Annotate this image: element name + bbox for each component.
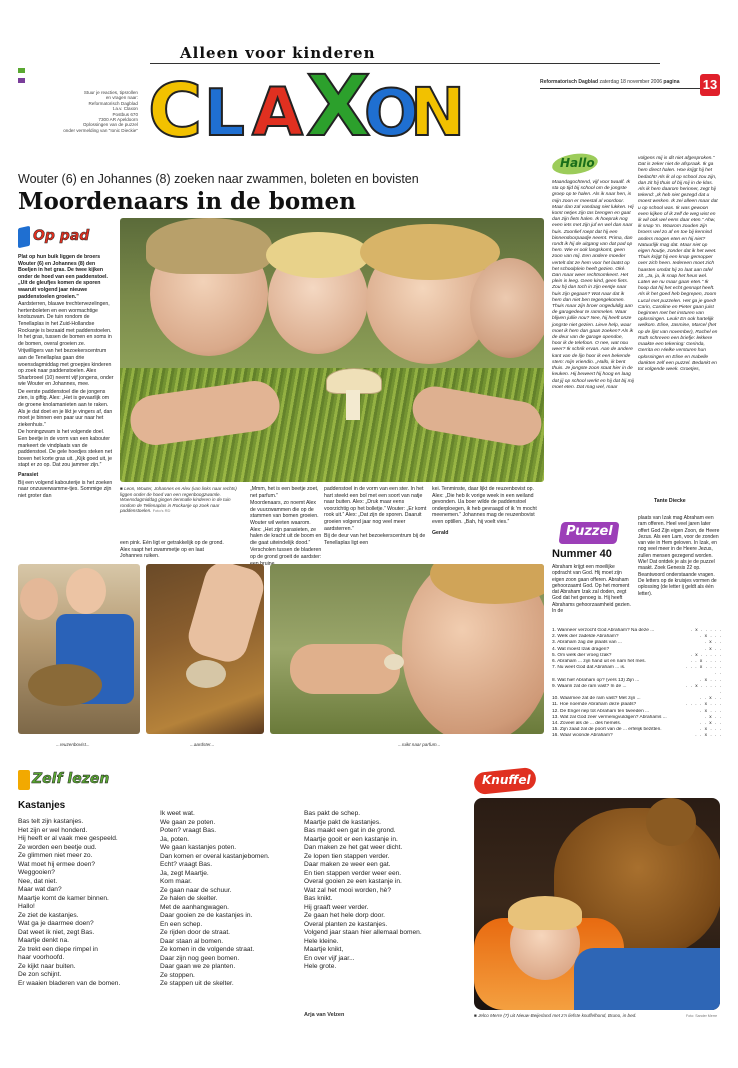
story-line: Ze gaan naar de schuur. [160, 886, 232, 894]
article-headline: Moordenaars in de bomen [18, 188, 356, 215]
photo-reuzenbovist [18, 564, 140, 734]
story-line: haar voorhoofd. [18, 954, 65, 961]
claxon-logo [148, 57, 468, 155]
story-line: Ze ziet de kastanjes. [18, 911, 79, 919]
issue-date: zaterdag 18 november 2006 [599, 79, 663, 85]
article-col-4 [324, 486, 428, 547]
story-line: Er waaien bladeren van de bomen. [18, 979, 121, 987]
boy-face-4 [470, 258, 544, 358]
story-line: Maartje knikt, [304, 946, 344, 953]
page-header-info [540, 79, 700, 85]
story-line: En over vijf jaar... [304, 954, 355, 962]
article-subheading: Parasiet [18, 472, 39, 478]
kastanjes-title: Kastanjes [18, 800, 66, 811]
story-line: Ik weet wat. [160, 810, 195, 817]
small-caption-3: ...ruikt naar parfum... [398, 742, 441, 747]
story-line: Dat weet ik niet, zegt Bas. [18, 928, 95, 936]
story-line: Overal gooien ze een kastanje in. [304, 878, 402, 885]
story-line: De zon schijnt. [18, 971, 62, 978]
story-line: Ze lopen tien stappen verder. [304, 852, 390, 860]
puzzel-question-row: 15. Zijn zaad zal de poort van de ... erfelijk bezitten. . x . . . [552, 727, 722, 733]
puzzel-question-row: 7. Nu weet God dat Abraham ... is. . . . x . . . . . . [552, 665, 722, 677]
story-line: Poten? vraagt Bas. [160, 827, 217, 834]
reuzenbovist-ball [28, 664, 102, 706]
story-line: En tien stappen verder weer een. [304, 869, 402, 877]
caption-marker-icon: ■ [474, 1013, 479, 1018]
story-line: Wat moet hij ermee doen? [18, 860, 96, 868]
story-line: We gaan kastanjes poten. [160, 844, 237, 851]
story-line: Hij graaft weer verder. [304, 903, 369, 911]
main-photo-caption [120, 486, 244, 514]
article-paragraph: kei. Tenminste, daar lijkt de reuzenbovist op. Alex: „Die heb ik vorige week in een weiland gevonden. Ua boer wilde de paddenstoel onderploegen, ik heb gevraagd of ik 'm mocht meenemen.” Johannes mag de reuzenbovist even optillen. „Bah, hij voelt vies.” [432, 486, 537, 525]
puzzel-intro-left: Abraham krijgt een moeilijke opdracht van God. Hij moet zijn eigen zoon gaan offeren. Abraham gehoorzaamt God. Op het moment dat Abraham Izak zal doden, zegt God dat het genoeg is. Hij heeft Abrahams gehoorzaamheid gezien. In de [552, 564, 631, 615]
story-col-2 [160, 810, 300, 989]
aardster-mushroom [186, 660, 226, 688]
puzzel-question-row: 11. Hoe noemde Abraham deze plaats? . . . . x . . . [552, 702, 722, 708]
puzzel-question-row: 4. Wat moest Izak dragen? . x . . [552, 646, 722, 652]
knuffel-credit: Foto: Sander Merre [686, 1014, 718, 1018]
article-intro: Plat op hun buik liggen de broers Wouter (6) en Johannes (8) den Boeljen in het gras. De twee kijken onder de hoed van een paddenstoel. „Uit de gleufjes komen de sporen waaruit volgend jaar nieuwe paddenstoelen groeien.” [18, 254, 108, 300]
story-line: Ja, poten. [160, 835, 189, 843]
logo-letter-c: C [148, 68, 203, 154]
hallo-col-1: Maandagochtend, vijf voor twaalf. Ik sta op tijd bij school om de jongste groep op te halen. Als ik naar hen, is mijn zoon er meestal al voordoor. Maar dan zal vandaag niet lukken. Hij komt netjes zijn tas brengen en gaat dan zijn fiets halen. Ik hoeprak nog even iets met zijn juf en wel dan naar huis. Zoonlief roept dat hij een binnendoorpaadje neemt. Prima, dan rondt ik hij de uitgang van dat pad op hem. Wie er ook langskomt, geen zoon van mij. Een andere moeder vertelt dat ze hem voor het laatst op het schoolplein heeft gezien. Oké. Dan maar weer rechtsomkeert. Het plein is leeg. Geen kind, geen fiets. Zou hij dan toch in zijn eentje naar huis zijn gegaan? Wat naar dat ik hem dan niet ben tegengekomen. Thuis maar zijn broer ongeduldig aan de garagedeur te rammelen. Waar blijven jullie nou? Nee, hij heeft onze jongste niet gezien. Lieve help, waar moet ik hem dan gaan zoeken? Als ik de deur van de garage opendoe, hoor ik de telefoon. O nee, wat nou weer? Ik schrik ervan. Aan de andere kant van de lijn hoor ik een bekende stem: mijn vriendin. „Hallo, ik bent thuis. Je jongste zoon staat hier in de keuken. Hij beweert hij hoog en laag dat jij op school werkt en hij dat bij mij moet eten. Dat mag wel, maar [552, 180, 634, 390]
story-col-1 [18, 818, 158, 988]
photo-parfum [270, 564, 544, 734]
story-line: Ze trekt een diepe rimpel in [18, 945, 98, 953]
puzzel-question-row: 2. Welk dier zadelde Abraham? . x . . . [552, 634, 722, 640]
story-col-3 [304, 810, 464, 972]
caption-text: Jelco Merre (7) uit Nieuw-Beijerland met z'n liefste knuffelhond, Bruno, in bed. [478, 1013, 637, 1018]
article-paragraph: Vrijwilligers van het bezoekerscentrum aan de Tenellaplas gaan drie woensdagmiddag met groepjes kinderen op zoek naar paddenstoelen. Alex Sharbroeel (10) neemt vijf jongens, onder wie Wouter en Johannes, mee. [18, 348, 114, 388]
story-line: Dan maken ze het gat weer dicht. [304, 844, 403, 851]
flag-icon [18, 226, 30, 249]
knuffel-label: Knuffel [482, 773, 531, 787]
story-line: Maartje pakt de kastanjes. [304, 818, 381, 826]
article-col-5 [432, 486, 540, 537]
knuffel-photo [474, 798, 720, 1010]
article-paragraph: een pink. Eén ligt er getrakkelijk op de grond. Alex raapt het zwammetje op en laat Johannes ruiken. [120, 540, 224, 560]
puzzel-question-row: 16. Waar woonde Abraham? . . x . . . [552, 733, 722, 739]
story-line: Maartje komt de kamer binnen. [18, 894, 109, 902]
story-line: Maartje denkt na. [18, 937, 69, 944]
sender-address: Stuur je reacties, tipsrollen en vragen naar: Reformatorisch Dagblad t.a.v. Claxon Postbus 670 7300 AR Apeldoorn Oplossingen van de puzzel onder vermelding van "Ionic Dieckie" [63, 90, 138, 133]
page-label: pagina [663, 79, 680, 85]
story-line: Bas pakt de schep. [304, 810, 361, 817]
small-caption-2: ...aardster... [190, 742, 215, 747]
decorative-dot-row [120, 778, 460, 784]
puzzel-question-row: 9. Waarin zat de ram vast? In de ... . . x . . . . . . [552, 683, 722, 696]
hallo-signature: Tante Diecke [654, 498, 686, 504]
story-line: En een schep. [160, 920, 203, 928]
puzzel-questions [552, 628, 722, 740]
story-line: Ze rijden door de straat. [160, 929, 231, 936]
puzzel-question-row: 6. Abraham ... zijn hand uit en nam het mes. . . x . . . . [552, 659, 722, 665]
article-paragraph: De honingzwam is het volgende doel. Een beetje in de vorm van een kabouter markeert de vindplaats van de paddenstoel. De gele hoedjes steken net boven het korte gras uit. „Kijk goed uit, je stapt er zo op. Dat zou jammer zijn.” [18, 429, 113, 469]
story-line: Bas knikt. [304, 895, 333, 902]
hand [290, 644, 400, 694]
hand [184, 564, 264, 666]
logo-letter-l: L [204, 77, 245, 151]
puzzel-badge [560, 520, 630, 544]
mushroom-stem [346, 390, 360, 420]
puzzel-question-row: 13. Wat zal God zeer vermenigvuldigen? Abrahams ... . x . . [552, 714, 722, 720]
article-paragraph: Bij de deur van het bezoekerscentrum bij de Tenellaplas ligt een [324, 533, 426, 546]
story-line: Overal planten ze kastanjes. [304, 920, 388, 928]
puzzel-question-row: 5. Om welk dier vroeg Izak? . x . . . . . [552, 652, 722, 658]
child-face-1 [20, 578, 58, 620]
article-author: Gerald [432, 529, 449, 536]
header-color-squares [18, 68, 28, 90]
boy-hair-3 [360, 224, 500, 280]
zelf-lezen-label: Zelf lezen [32, 771, 110, 787]
puzzel-question-row: 14. Zoveel als de ... des hemels. . . x . . [552, 721, 722, 727]
story-author: Arja van Velzen [304, 1012, 345, 1018]
zelf-lezen-badge [18, 768, 114, 792]
knuffel-badge [474, 768, 554, 794]
small-mushroom [384, 654, 404, 670]
story-line: Hele grote. [304, 963, 337, 970]
main-photo-boys-mushroom [120, 218, 544, 482]
story-line: Ze stoppen. [160, 971, 195, 979]
paper-name: Reformatorisch Dagblad [540, 79, 599, 85]
article-paragraph: Bij een volgend kabouterije is het zoeken naar onzuwerwamme-tjes. Sommige zijn niet groter dan [18, 479, 113, 499]
book-icon [18, 770, 30, 790]
article-paragraph: paddenstoel in de vorm van een ster. In het hart steekt een bol met een soort van natje naar buiten. Alex: „Druk maar eens voorzichtig op het bolletje.” Wouter: „Er komt rook uit.” Alex: „Dat zijn de sporen. Daaruit groeien volgend jaar nog veel meer aardsterren.” [324, 486, 427, 532]
story-line: Bas maakt een gat in de grond. [304, 827, 396, 834]
story-line: Daar zijn nog geen bomen. [160, 954, 240, 962]
story-line: Ze stappen uit de skelter. [160, 980, 234, 987]
story-line: Daar staan al bomen. [160, 937, 224, 945]
story-line: Maar wat dan? [18, 886, 62, 893]
story-line: Echt? vraagt Bas. [160, 861, 213, 868]
masthead-top: Alleen voor kinderen [180, 44, 376, 62]
puzzel-intro-right: plaats van Izak mag Abraham een ram offeren. Heel veel jaren later offert God Zijn eigen Zoon, de Heere Jezus. Als een Lam, voor de zonden van wie in Hem geloven. In Izak, en nog veel meer in de Heere Jezus, zullen mensen gezegend worden. Wie! Dat ontdek je als je de puzzel maakt. Zoek Genesis 22 op. Beantwoord onderstaande vragen. De letters op de kruisjes vormen de oplossing (de letter ij geldt als één letter). [638, 515, 720, 597]
article-paragraph: Aardsterren, blauwe trechtervezelingen, hertenboleten en een wormachtige knotszwam. De tuin rondom de Tenellaplas in het Zuid-Hollandse Rockanje is bezaaid met paddenstoelen. In het gras, tussen de bomen en soms in de bomen, overal groeien ze. [18, 301, 112, 347]
photo-aardster [146, 564, 264, 734]
article-paragraph: De eerste paddenstoel die de jongens zien, is giftig. Alex: „Het is gevaarlijk om de groene knolamanieten aan te raken. Als je dat doet en je likt je vingers af, dan moet je binnen een paar uur naar het ziekenhuis.” [18, 388, 113, 428]
story-line: Hallo! [18, 903, 35, 910]
story-line: Ze halen de skelter. [160, 895, 218, 902]
story-line: Ze glimmen niet meer zo. [18, 852, 93, 859]
puzzel-question-row: 12. De Engel riep tot Abraham ten tweeden ... . x . . . [552, 708, 722, 714]
child-hair [508, 896, 582, 930]
op-pad-label: Op pad [33, 228, 90, 244]
story-line: Daar gooien ze de kastanjes in. [160, 912, 253, 919]
teddy-ear [646, 798, 696, 846]
story-line: We gaan ze poten. [160, 818, 216, 826]
logo-letter-a: A [252, 74, 304, 151]
puzzel-question-row: 10. Waarmee zat de ram vast? Met zijn ... . . x . . [552, 696, 722, 702]
story-line: Ze gaan het hele dorp door. [304, 912, 386, 919]
article-kicker: Wouter (6) en Johannes (8) zoeken naar zwammen, boleten en bovisten [18, 172, 419, 186]
story-line: Hij heeft er al vaak mee gespeeld. [18, 835, 118, 842]
story-line: Ze komen in de volgende straat. [160, 946, 255, 953]
small-caption-1: ...reuzenbovist... [56, 742, 90, 747]
boy-hair-1 [146, 218, 272, 274]
puzzel-title: Nummer 40 [552, 548, 612, 560]
story-line: Volgend jaar staan hier allemaal bomen. [304, 929, 422, 936]
puzzel-question-row: 1. Wanneer verzocht God Abraham? Na deze ... . x . . . . . [552, 628, 722, 633]
story-line: Wat ga je daarmee doen? [18, 920, 94, 927]
blanket [574, 948, 720, 1010]
child-face-2 [66, 568, 106, 614]
story-line: Dan komen er overal kastanjebomen. [160, 852, 270, 860]
story-line: Wat zal het mooi worden, hè? [304, 886, 391, 894]
story-line: Nee, dat niet. [18, 877, 58, 885]
story-line: Ze kijkt naar buiten. [18, 962, 76, 970]
article-col-2 [120, 540, 224, 561]
puzzel-label: Puzzel [566, 524, 613, 539]
story-line: Weggooien? [18, 869, 55, 876]
story-line: Daar maken ze weer een gat. [304, 861, 391, 868]
story-line: Het zijn er wel honderd. [18, 826, 88, 834]
story-line: Met de aanhangwagen. [160, 903, 229, 911]
page-number-badge [700, 74, 720, 96]
article-paragraph: Verscholen tussen de bladeren op de grond groeit de aardster: bruine [250, 547, 322, 567]
boy-hair-2 [266, 232, 370, 278]
photo-credit: Foto's RD [152, 508, 171, 514]
hallo-col-2: volgens mij is dit niet afgesproken.” Dat is zeker niet de afspraak. Ik ga hem direct halen. Hoe krijgt hij het bedacht! Als ik al op school zou zijn, dan zit hij thuis of bij mij in de klas. Als ik hem daarom herinner, zegt hij tekend: „Ik heb niet gezegd dat u moest werken. Ik zei alleen maar dat u op school was. Ik was gewoon even kijken of ik zelf de weg wist en ik wil ook wel eens daar eten.” Ahw, ik snap 'm. Waarom zouden zijn broers wel zo af en toe bij kennisd anders mogen eten en hij niet? Natuurlijk mag dat. Maar niet op eigen houtje, zonder dat ik het weet. Thuis krijgt hij een knap gemopper over zich heen. Iedereen moet zich haasten omdat hij zo laat aan tafel zit. „Ja, ja, ik snap het heus wel. Laten we nu maar gaan eten.” Ik hoop dat hij het echt gesnapt heeft. Als ik het goed heb begrepen, zoom Lucal met puzzelen. Het ga je goed! Carin, Caroline en Pieter gaan juist beginnen met het insturen van oplossingen. Leuk! En ook hartelijk welkom. Eline, Jasmine, Marcel (het op de lijst van november), Rachel en Ruth schreven een briefje: lekkere maakte een tekening: Gerinda, Gerrita en Hielke versturen hun oplossingen en Eline en Isabelle dankten zelf een puzzel. Bedankt en tot volgende week. Groetjes, [638, 156, 718, 372]
puzzel-question-row: 8. Wat hief Abraham op? (vers 13) Zijn ... . x . . . [552, 677, 722, 683]
story-line: Daar gaan we ze planten. [160, 963, 236, 970]
story-line: Hele kleine. [304, 937, 339, 945]
article-paragraph: „Mmm, het is een beetje zoet, net parfum.” [250, 486, 319, 499]
caption-marker-icon: ■ [120, 486, 125, 491]
hallo-label: Hallo [560, 156, 595, 170]
story-line: Ja, zegt Maartje. [160, 869, 209, 877]
logo-letter-x: X [306, 57, 371, 155]
header-rule-right [540, 88, 720, 89]
op-pad-badge [18, 225, 90, 249]
story-line: Ze worden een beetje oud. [18, 843, 97, 851]
hallo-badge [552, 150, 612, 176]
knuffel-caption [474, 1013, 674, 1019]
logo-letter-n: N [410, 74, 466, 151]
article-col-3 [250, 486, 322, 568]
story-line: Kom maar. [160, 878, 192, 885]
caption-text: Leon, Wouter, Johannes en Alex (van links naar rechts) liggen onder de hoed van een regenboogzwamle. Woensdagmiddag gingen tienmalle kinderen in de tuin rondom de Tellenaplas in Rockanje op zoek naar paddenstoelen. [120, 486, 237, 514]
story-line: Maartje gooit er een kastanje in. [304, 835, 398, 843]
page-number: 13 [702, 77, 718, 92]
story-line: Bas telt zijn kastanjes. [18, 818, 84, 825]
article-col-1 [18, 254, 114, 500]
article-paragraph: Moordenaars, zo noemt Alex de vuurzwammen die op de stammen van bomen groeien. Wouter wil weten waarom. Alex: „Het zijn parasieten, ze halen de kracht uit de boom en die gaat uiteindelijk dood.” [250, 500, 322, 546]
logo-letter-o: O [364, 77, 419, 151]
puzzel-question-row: 3. Abraham zag die plaats van ... . x . . [552, 640, 722, 646]
